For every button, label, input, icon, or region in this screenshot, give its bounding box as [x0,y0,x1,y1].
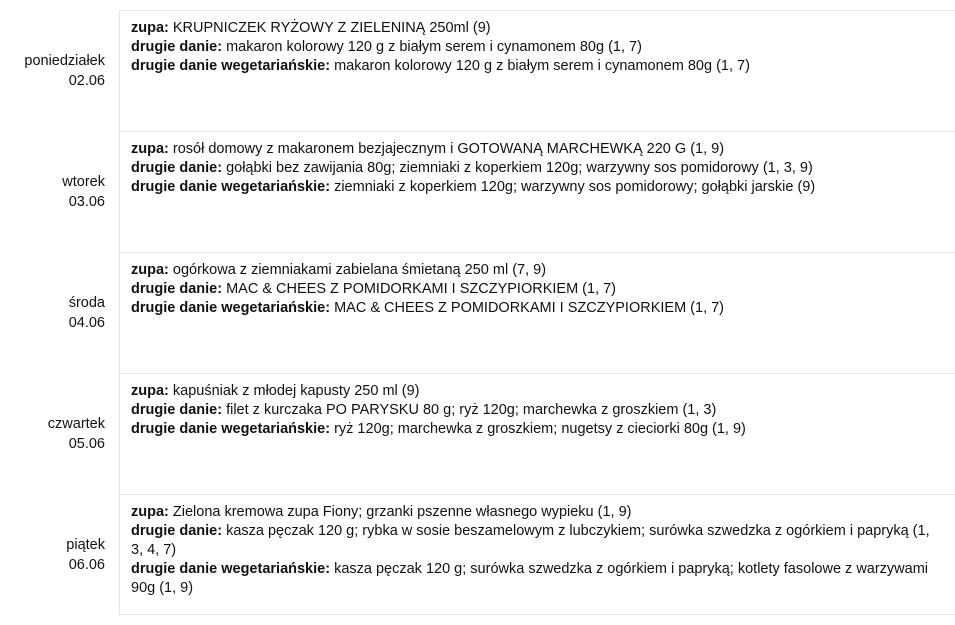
soup-line [131,503,945,522]
main-course-text: kasza pęczak 120 g; rybka w sosie beszamelowym z lubczykiem; surówka szwedzka z ogórkiem i papryką (1, 3, 4, 7) [131,523,930,558]
soup-line [131,19,945,38]
soup-text: kapuśniak z młodej kapusty 250 ml (9) [172,383,420,399]
day-date: 06.06 [68,556,105,573]
main-course-line [131,401,945,420]
day-name: środa [68,294,105,311]
soup-label: zupa: [131,20,169,36]
meal-cell [119,131,955,252]
vegetarian-course-line [131,420,945,439]
soup-line [131,140,945,159]
weekly-menu [0,10,955,625]
vegetarian-course-text: ryż 120g; marchewka z groszkiem; nugetsy z cieciorki 80g (1, 9) [334,421,746,437]
soup-label: zupa: [131,504,169,520]
day-name: piątek [66,536,105,553]
main-course-text: makaron kolorowy 120 g z białym serem i cynamonem 80g (1, 7) [226,39,642,55]
day-date: 02.06 [68,72,105,89]
day-date: 04.06 [68,314,105,331]
vegetarian-course-label: drugie danie wegetariańskie: [131,300,331,316]
main-course-label: drugie danie: [131,523,223,539]
vegetarian-course-line [131,178,945,197]
soup-text: Zielona kremowa zupa Fiony; grzanki pszenne własnego wypieku (1, 9) [172,504,632,520]
vegetarian-course-text: MAC & CHEES Z POMIDORKAMI I SZCZYPIORKIEM (1, 7) [334,300,725,316]
main-course-line [131,159,945,178]
main-course-label: drugie danie: [131,160,223,176]
soup-line [131,261,945,280]
main-course-label: drugie danie: [131,39,223,55]
day-cell [0,252,105,373]
day-cell [0,131,105,252]
soup-text: ogórkowa z ziemniakami zabielana śmietaną 250 ml (7, 9) [172,262,547,278]
vegetarian-course-line [131,560,945,598]
vegetarian-course-line [131,57,945,76]
day-row-monday [0,10,955,131]
meal-cell [119,494,955,615]
vegetarian-course-text: ziemniaki z koperkiem 120g; warzywny sos pomidorowy; gołąbki jarskie (9) [334,179,816,195]
main-course-line [131,38,945,57]
soup-line [131,382,945,401]
main-course-text: gołąbki bez zawijania 80g; ziemniaki z koperkiem 120g; warzywny sos pomidorowy (1, 3, 9) [226,160,813,176]
day-row-friday [0,494,955,615]
main-course-label: drugie danie: [131,402,223,418]
meal-cell [119,10,955,131]
vegetarian-course-label: drugie danie wegetariańskie: [131,421,331,437]
main-course-line [131,522,945,560]
soup-label: zupa: [131,383,169,399]
day-date: 03.06 [68,193,105,210]
vegetarian-course-line [131,299,945,318]
day-row-tuesday [0,131,955,252]
soup-label: zupa: [131,262,169,278]
day-name: poniedziałek [24,52,105,69]
vegetarian-course-label: drugie danie wegetariańskie: [131,561,331,577]
vegetarian-course-label: drugie danie wegetariańskie: [131,179,331,195]
day-name: czwartek [47,415,105,432]
soup-text: rosół domowy z makaronem bezjajecznym i GOTOWANĄ MARCHEWKĄ 220 G (1, 9) [172,141,725,157]
main-course-line [131,280,945,299]
day-date: 05.06 [68,435,105,452]
vegetarian-course-text: makaron kolorowy 120 g z białym serem i cynamonem 80g (1, 7) [334,58,750,74]
vegetarian-course-label: drugie danie wegetariańskie: [131,58,331,74]
soup-text: KRUPNICZEK RYŻOWY Z ZIELENINĄ 250ml (9) [172,20,491,36]
main-course-text: MAC & CHEES Z POMIDORKAMI I SZCZYPIORKIEM (1, 7) [226,281,617,297]
day-cell [0,10,105,131]
day-row-wednesday [0,252,955,373]
meal-cell [119,373,955,494]
meal-cell [119,252,955,373]
day-cell [0,494,105,615]
vegetarian-course-text: kasza pęczak 120 g; surówka szwedzka z ogórkiem i papryką; kotlety fasolowe z warzywami 90g (1, 9) [131,561,929,596]
main-course-text: filet z kurczaka PO PARYSKU 80 g; ryż 120g; marchewka z groszkiem (1, 3) [226,402,717,418]
soup-label: zupa: [131,141,169,157]
day-row-thursday [0,373,955,494]
day-name: wtorek [62,173,105,190]
main-course-label: drugie danie: [131,281,223,297]
day-cell [0,373,105,494]
